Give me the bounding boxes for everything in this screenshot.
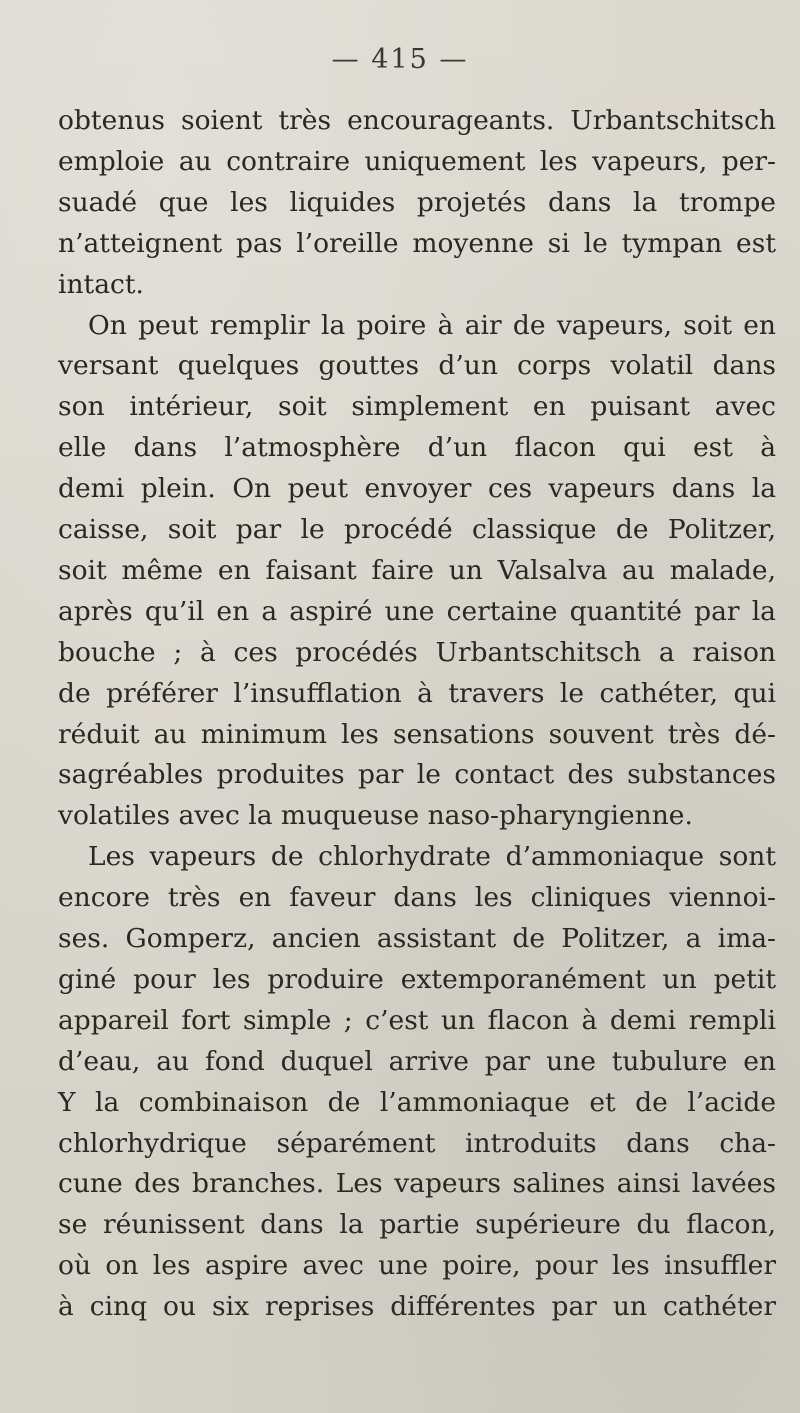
page-number: — 415 —	[331, 44, 469, 75]
text-line: soit même en faisant faire un Valsalva au malade,	[58, 555, 776, 586]
text-line: Y la combinaison de l’ammoniaque et de l’acide	[58, 1087, 776, 1118]
text-line: emploie au contraire uniquement les vapeurs, per-	[58, 146, 776, 177]
text-line: intact.	[58, 269, 144, 300]
text-line: réduit au minimum les sensations souvent très dé-	[58, 719, 776, 750]
text-line: obtenus soient très encourageants. Urbantschitsch	[58, 105, 776, 136]
text-line: chlorhydrique séparément introduits dans cha-	[58, 1128, 776, 1159]
text-line: suadé que les liquides projetés dans la trompe	[58, 187, 776, 218]
text-line: son intérieur, soit simplement en puisant avec	[58, 391, 776, 422]
text-line: après qu’il en a aspiré une certaine quantité par la	[58, 596, 776, 627]
text-line: à cinq ou six reprises différentes par un cathéter	[58, 1291, 776, 1322]
text-line: caisse, soit par le procédé classique de Politzer,	[58, 514, 776, 545]
text-line: On peut remplir la poire à air de vapeurs, soit en	[88, 310, 776, 341]
text-line: cune des branches. Les vapeurs salines ainsi lavées	[58, 1168, 776, 1199]
text-line: encore très en faveur dans les cliniques viennoi-	[58, 882, 776, 913]
text-line: demi plein. On peut envoyer ces vapeurs dans la	[58, 473, 776, 504]
text-line: bouche ; à ces procédés Urbantschitsch a raison	[58, 637, 776, 668]
text-line: n’atteignent pas l’oreille moyenne si le tympan est	[58, 228, 776, 259]
text-line: ses. Gomperz, ancien assistant de Politzer, a ima-	[58, 923, 776, 954]
text-line: de préférer l’insufflation à travers le cathéter, qui	[58, 678, 776, 709]
text-line: versant quelques gouttes d’un corps volatil dans	[58, 350, 776, 381]
text-line: se réunissent dans la partie supérieure du flacon,	[58, 1209, 776, 1240]
text-line: où on les aspire avec une poire, pour les insuffler	[58, 1250, 776, 1281]
text-line: giné pour les produire extemporanément un petit	[58, 964, 776, 995]
text-line: elle dans l’atmosphère d’un flacon qui est à	[58, 432, 776, 463]
text-line: appareil fort simple ; c’est un flacon à demi rempli	[58, 1005, 776, 1036]
text-line: Les vapeurs de chlorhydrate d’ammoniaque sont	[88, 841, 776, 872]
text-line: volatiles avec la muqueuse naso-pharyngienne.	[58, 800, 693, 831]
text-line: sagréables produites par le contact des substances	[58, 759, 776, 790]
text-line: d’eau, au fond duquel arrive par une tubulure en	[58, 1046, 776, 1077]
